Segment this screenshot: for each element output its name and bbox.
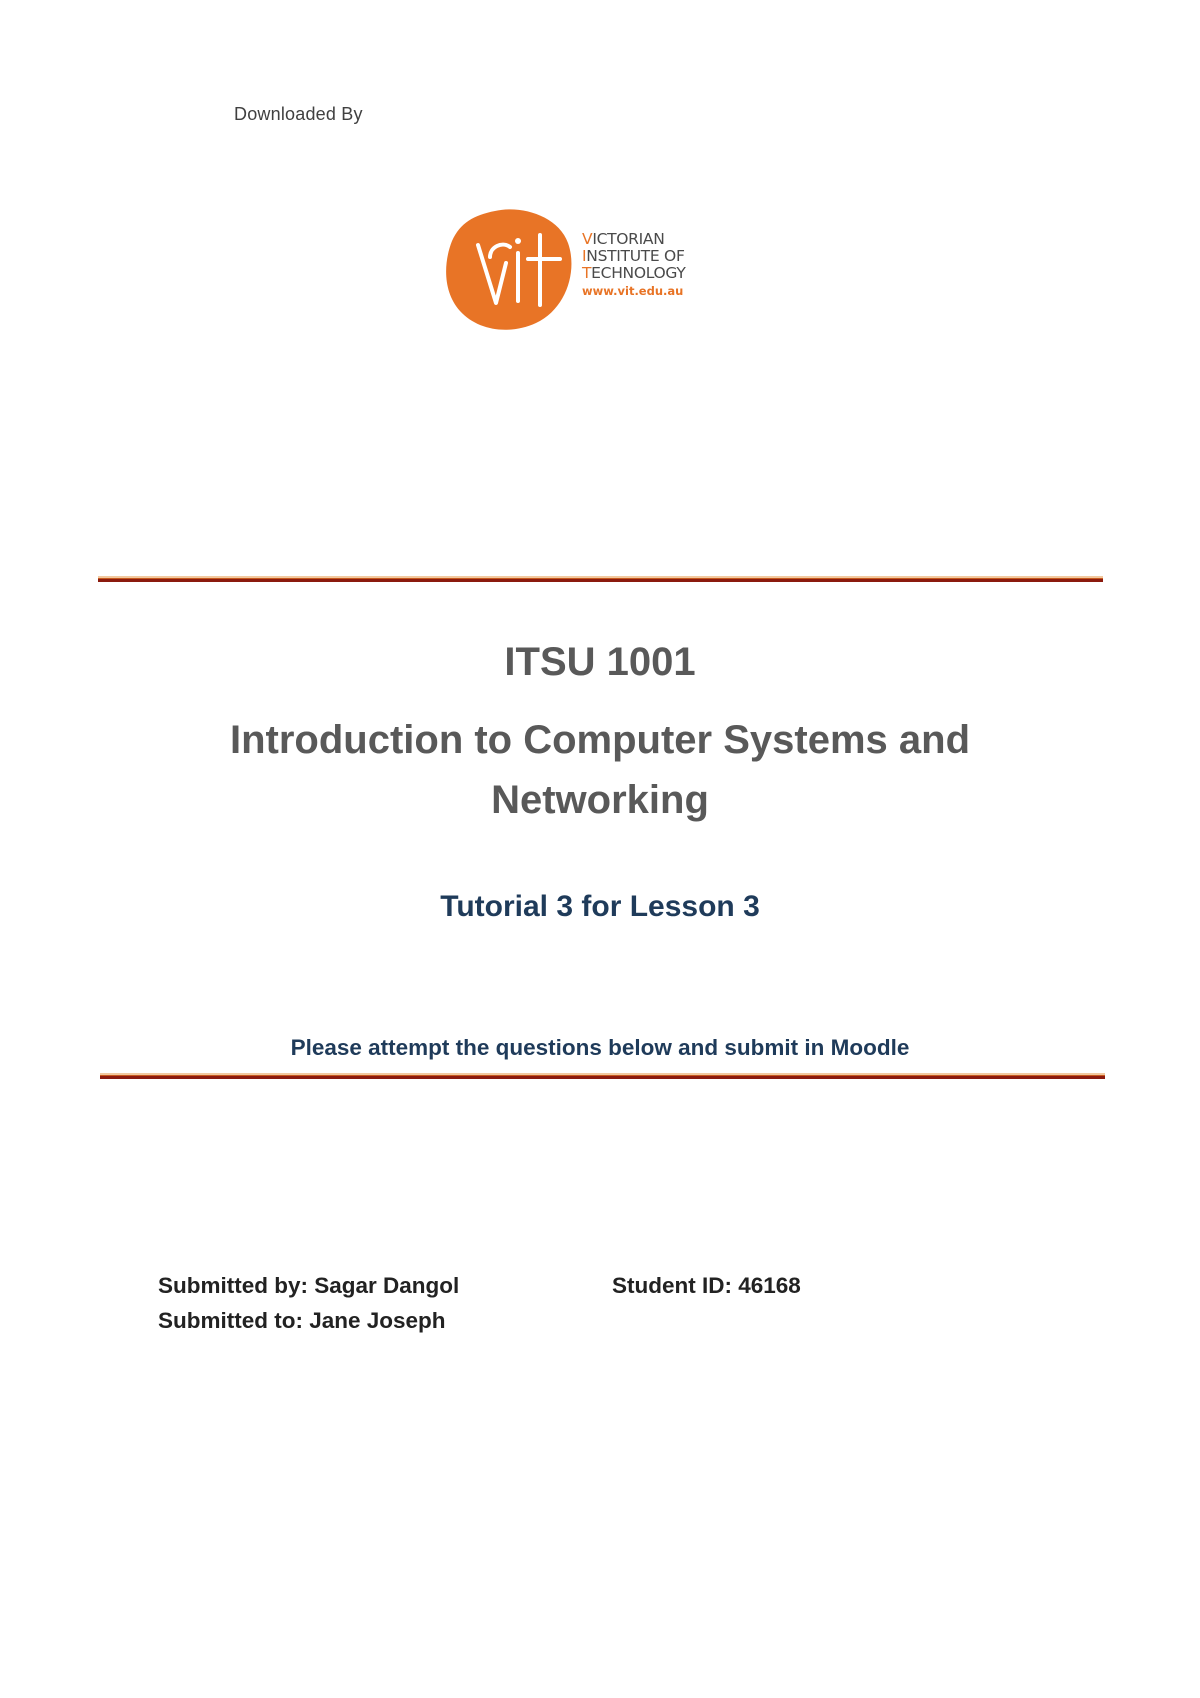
vit-logo xyxy=(440,205,710,335)
logo-line-victorian: VICTORIAN xyxy=(582,230,665,248)
tutorial-heading: Tutorial 3 for Lesson 3 xyxy=(440,890,760,923)
instructions-text: Please attempt the questions below and submit in Moodle xyxy=(290,1035,910,1060)
logo-url: www.vit.edu.au xyxy=(582,284,684,298)
course-title xyxy=(0,710,1200,830)
course-title-line-2: Networking xyxy=(491,778,709,822)
logo-line-technology: TECHNOLOGY xyxy=(582,264,686,282)
course-title-line-1: Introduction to Computer Systems and xyxy=(229,718,971,762)
submitted-to: Submitted to: Jane Joseph xyxy=(158,1308,446,1333)
top-divider xyxy=(98,576,1103,582)
bottom-divider xyxy=(100,1073,1105,1079)
student-id: Student ID: 46168 xyxy=(612,1273,801,1298)
course-code: ITSU 1001 xyxy=(504,640,696,684)
vit-logo-wordmark xyxy=(582,231,686,300)
downloaded-by-label: Downloaded By xyxy=(234,104,363,124)
vit-logo-mark-icon xyxy=(440,205,580,335)
submitted-by: Submitted by: Sagar Dangol xyxy=(158,1273,460,1298)
logo-line-institute: INSTITUTE OF xyxy=(582,247,685,265)
